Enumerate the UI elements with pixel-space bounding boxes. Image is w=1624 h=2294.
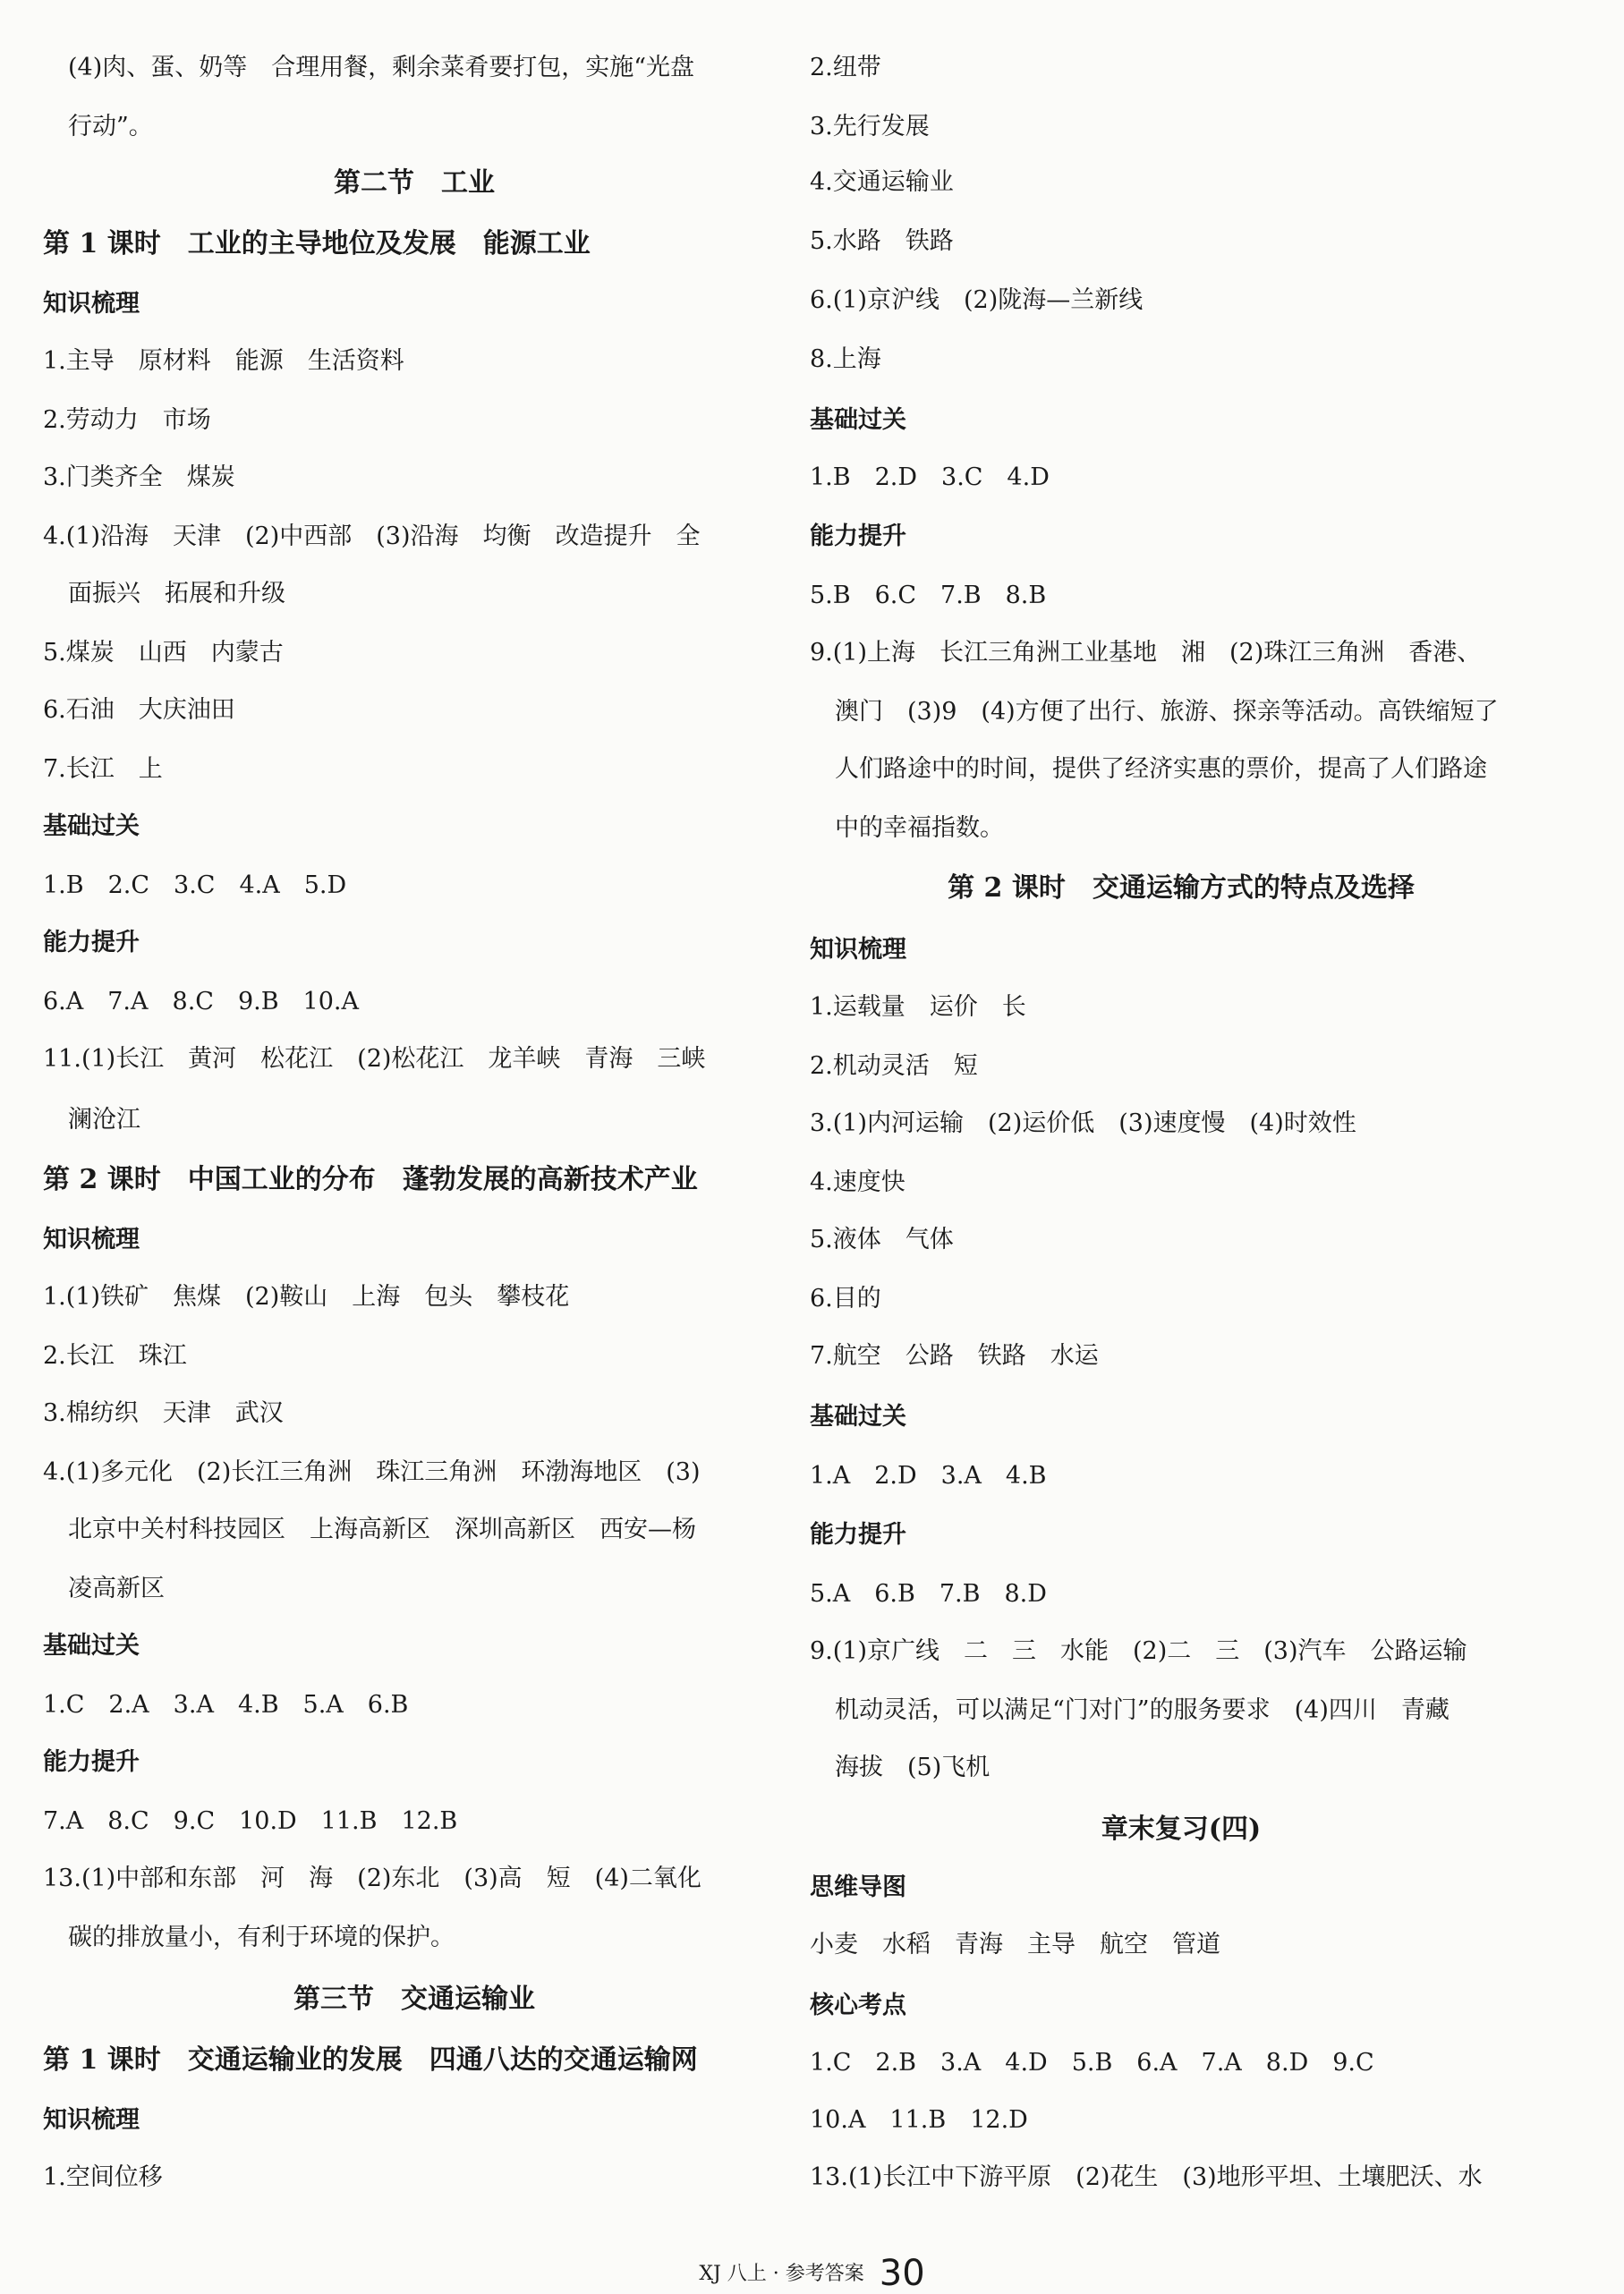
answer-line: 1.运载量 运价 长 — [810, 993, 1026, 1021]
answer-line: 澳门 (3)9 (4)方便了出行、旅游、探亲等活动。高铁缩短了 — [835, 698, 1499, 726]
answer-line: 4.速度快 — [810, 1168, 906, 1196]
section-heading: 能力提升 — [810, 1521, 906, 1549]
section-heading: 知识梳理 — [43, 1226, 140, 1253]
answer-line: 北京中关村科技园区 上海高新区 深圳高新区 西安—杨 — [68, 1516, 696, 1543]
section-heading: 基础过关 — [43, 1632, 140, 1660]
answer-line: 13.(1)长江中下游平原 (2)花生 (3)地形平坦、土壤肥沃、水 — [810, 2163, 1483, 2191]
section-heading: 知识梳理 — [810, 936, 906, 964]
lesson-title: 第 2 课时 交通运输方式的特点及选择 — [948, 872, 1415, 904]
answer-line: 7.长江 上 — [43, 755, 163, 783]
lesson-title: 章末复习(四) — [1101, 1814, 1262, 1845]
answer-line: 6.(1)京沪线 (2)陇海—兰新线 — [810, 286, 1144, 314]
lesson-title: 第二节 工业 — [334, 167, 495, 199]
answer-line: 中的幸福指数。 — [835, 814, 1004, 842]
answer-line: 1.B 2.D 3.C 4.D — [810, 463, 1050, 491]
answer-line: 5.水路 铁路 — [810, 227, 954, 255]
answer-line: 7.A 8.C 9.C 10.D 11.B 12.B — [43, 1807, 458, 1835]
answer-line: 3.先行发展 — [810, 113, 930, 140]
footer-label: XJ 八上 · 参考答案 — [699, 2263, 864, 2285]
section-heading: 能力提升 — [810, 523, 906, 550]
answer-line: 5.A 6.B 7.B 8.D — [810, 1580, 1047, 1608]
answer-line: 6.目的 — [810, 1285, 881, 1313]
answer-line: 6.石油 大庆油田 — [43, 696, 235, 724]
answer-line: 机动灵活，可以满足“门对门”的服务要求 (4)四川 青藏 — [835, 1696, 1450, 1724]
answer-line: 海拔 (5)飞机 — [835, 1754, 991, 1781]
answer-line: 2.劳动力 市场 — [43, 406, 211, 434]
answer-line: 1.(1)铁矿 焦煤 (2)鞍山 上海 包头 攀枝花 — [43, 1283, 570, 1311]
answer-line: 1.C 2.A 3.A 4.B 5.A 6.B — [43, 1691, 409, 1719]
answer-line: 凌高新区 — [68, 1575, 165, 1602]
answer-line: 1.A 2.D 3.A 4.B — [810, 1462, 1047, 1490]
answer-line: (4)肉、蛋、奶等 合理用餐，剩余菜肴要打包，实施“光盘 — [68, 54, 695, 81]
answer-line: 澜沧江 — [68, 1106, 140, 1134]
section-heading: 知识梳理 — [43, 2106, 140, 2134]
answer-line: 13.(1)中部和东部 河 海 (2)东北 (3)高 短 (4)二氧化 — [43, 1865, 701, 1892]
answer-line: 6.A 7.A 8.C 9.B 10.A — [43, 988, 359, 1015]
section-heading: 思维导图 — [810, 1873, 906, 1901]
answer-line: 小麦 水稻 青海 主导 航空 管道 — [810, 1931, 1220, 1958]
answer-line: 碳的排放量小，有利于环境的保护。 — [68, 1924, 455, 1951]
answer-line: 2.长江 珠江 — [43, 1342, 187, 1370]
section-heading: 知识梳理 — [43, 290, 140, 318]
answer-line: 10.A 11.B 12.D — [810, 2106, 1028, 2134]
answer-line: 面振兴 拓展和升级 — [68, 580, 285, 607]
answer-line: 9.(1)上海 长江三角洲工业基地 湘 (2)珠江三角洲 香港、 — [810, 639, 1482, 667]
answer-line: 1.C 2.B 3.A 4.D 5.B 6.A 7.A 8.D 9.C — [810, 2049, 1374, 2077]
lesson-title: 第三节 交通运输业 — [293, 1984, 535, 2015]
answer-line: 2.机动灵活 短 — [810, 1052, 978, 1080]
answer-line: 1.空间位移 — [43, 2163, 163, 2191]
answer-line: 3.(1)内河运输 (2)运价低 (3)速度慢 (4)时效性 — [810, 1109, 1356, 1137]
answer-line: 4.(1)沿海 天津 (2)中西部 (3)沿海 均衡 改造提升 全 — [43, 523, 701, 550]
page-number: 30 — [879, 2253, 925, 2294]
answer-line: 8.上海 — [810, 345, 881, 373]
answer-line: 4.(1)多元化 (2)长江三角洲 珠江三角洲 环渤海地区 (3) — [43, 1458, 701, 1486]
answer-line: 11.(1)长江 黄河 松花江 (2)松花江 龙羊峡 青海 三峡 — [43, 1045, 706, 1073]
answer-line: 3.棉纺织 天津 武汉 — [43, 1399, 284, 1427]
answer-line: 行动”。 — [68, 113, 153, 140]
section-heading: 能力提升 — [43, 1748, 140, 1776]
answer-line: 7.航空 公路 铁路 水运 — [810, 1342, 1099, 1370]
answer-line: 9.(1)京广线 二 三 水能 (2)二 三 (3)汽车 公路运输 — [810, 1637, 1467, 1665]
page-footer — [0, 2253, 1624, 2294]
answer-line: 2.纽带 — [810, 54, 881, 81]
answer-line: 3.门类齐全 煤炭 — [43, 463, 235, 491]
answer-line: 4.交通运输业 — [810, 168, 954, 196]
answer-line: 5.煤炭 山西 内蒙古 — [43, 639, 284, 667]
answer-line: 人们路途中的时间，提供了经济实惠的票价，提高了人们路途 — [835, 755, 1487, 783]
answer-line: 5.B 6.C 7.B 8.B — [810, 582, 1047, 609]
answer-line: 1.主导 原材料 能源 生活资料 — [43, 347, 404, 375]
lesson-title: 第 1 课时 交通运输业的发展 四通八达的交通运输网 — [43, 2044, 698, 2076]
section-heading: 基础过关 — [810, 406, 906, 434]
answer-line: 1.B 2.C 3.C 4.A 5.D — [43, 871, 347, 899]
section-heading: 能力提升 — [43, 929, 140, 956]
section-heading: 基础过关 — [810, 1403, 906, 1431]
lesson-title: 第 2 课时 中国工业的分布 蓬勃发展的高新技术产业 — [43, 1164, 698, 1195]
section-heading: 基础过关 — [43, 812, 140, 840]
section-heading: 核心考点 — [810, 1992, 906, 2019]
lesson-title: 第 1 课时 工业的主导地位及发展 能源工业 — [43, 228, 591, 259]
answer-line: 5.液体 气体 — [810, 1226, 954, 1253]
